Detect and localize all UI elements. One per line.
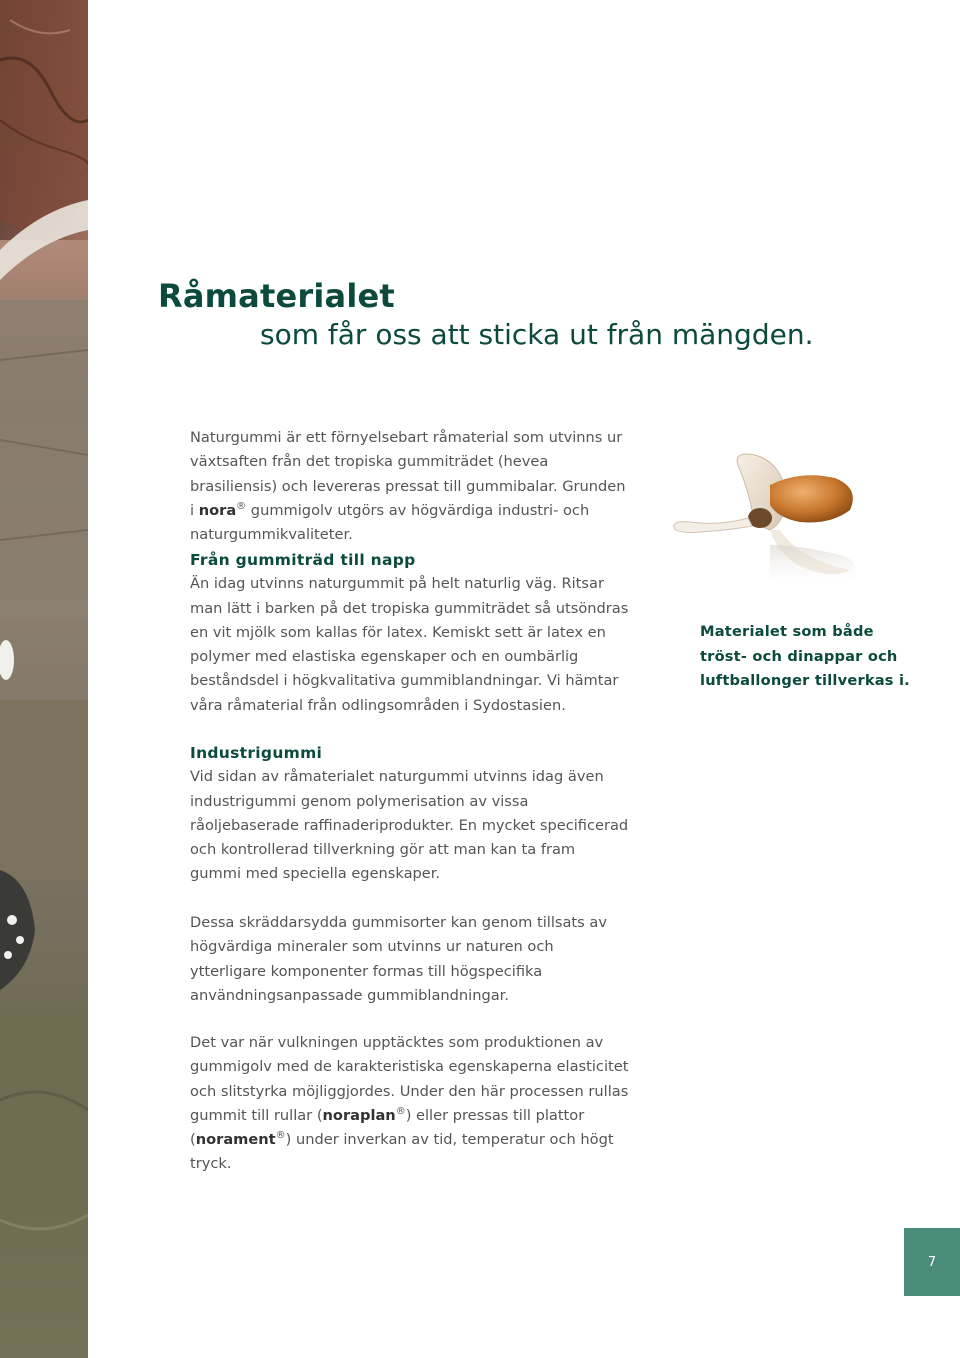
title-block (158, 276, 813, 354)
paragraph-minerals (190, 911, 630, 1008)
heading-industrigummi: Industrigummi (190, 744, 323, 762)
brand-norament: norament (195, 1131, 276, 1149)
registered-mark: ® (275, 1130, 286, 1142)
caption-line: tröst- och dinappar och (700, 647, 898, 665)
page-number: 7 (927, 1254, 937, 1270)
paragraph-vulkning (190, 1031, 630, 1177)
registered-mark: ® (236, 501, 247, 513)
vulk-text-2: ) eller pressas till plattor ( (190, 1106, 585, 1149)
registered-mark: ® (395, 1106, 406, 1118)
section-industrigummi (190, 741, 630, 887)
brand-noraplan: noraplan (322, 1106, 396, 1124)
caption-line: Materialet som både (700, 623, 874, 640)
page-number-box (904, 1228, 960, 1296)
minerals-text: Dessa skräddarsydda gummisorter kan genom tillsats av högvärdiga mineraler som utvinns ur naturen och ytterligare komponenter formas till högspecifika användningsanpassade gummiblandningar. (190, 914, 607, 1004)
pacifier-photo (660, 430, 890, 610)
intro-text-1: Naturgummi är ett förnyelsebart råmaterial som utvinns ur växtsaften från det tropiska gummiträdet (hevea brasiliensis) och levereras pressat till gummibalar. Grunden i (190, 429, 626, 519)
section-napp (190, 548, 630, 718)
intro-text-2: gummigolv utgörs av högvärdiga industri- och naturgummikvaliteter. (190, 501, 590, 544)
heading-napp: Från gummiträd till napp (190, 551, 416, 569)
intro-paragraph (190, 426, 630, 547)
vulk-text-3: ) under inverkan av tid, temperatur och högt tryck. (190, 1131, 614, 1173)
brand-nora: nora (198, 501, 237, 519)
napp-text: Än idag utvinns naturgummit på helt naturlig väg. Ritsar man lätt i barken på det tropiska gummiträdet så utsöndras en vit mjölk som kallas för latex. Kemiskt sett är latex en polymer med elastiska egenskaper och en oumbärlig beståndsdel i högkvalitativa gummiblandningar. Vi hämtar våra råmaterial från odlingsområden i Sydostasien. (190, 575, 629, 714)
page-subtitle: som får oss att sticka ut från mängden. (260, 318, 814, 351)
rubber-tree-bark-photo (0, 0, 88, 1358)
industrigummi-text: Vid sidan av råmaterialet naturgummi utvinns idag även industrigummi genom polymerisation av vissa råoljebaserade raffinaderiprodukter. En mycket specificerad och kontrollerad tillverkning gör att man kan ta fram gummi med speciella egenskaper. (190, 768, 629, 883)
caption-line: luftballonger tillverkas i. (700, 672, 910, 689)
image-caption (700, 620, 940, 694)
vulk-text-1: Det var när vulkningen upptäcktes som produktionen av gummigolv med de karakteristiska egenskaperna elasticitet och slitstyrka möjliggjordes. Under den här processen rullas gummit till rullar ( (190, 1034, 629, 1124)
page-title: Råmaterialet (158, 277, 395, 315)
